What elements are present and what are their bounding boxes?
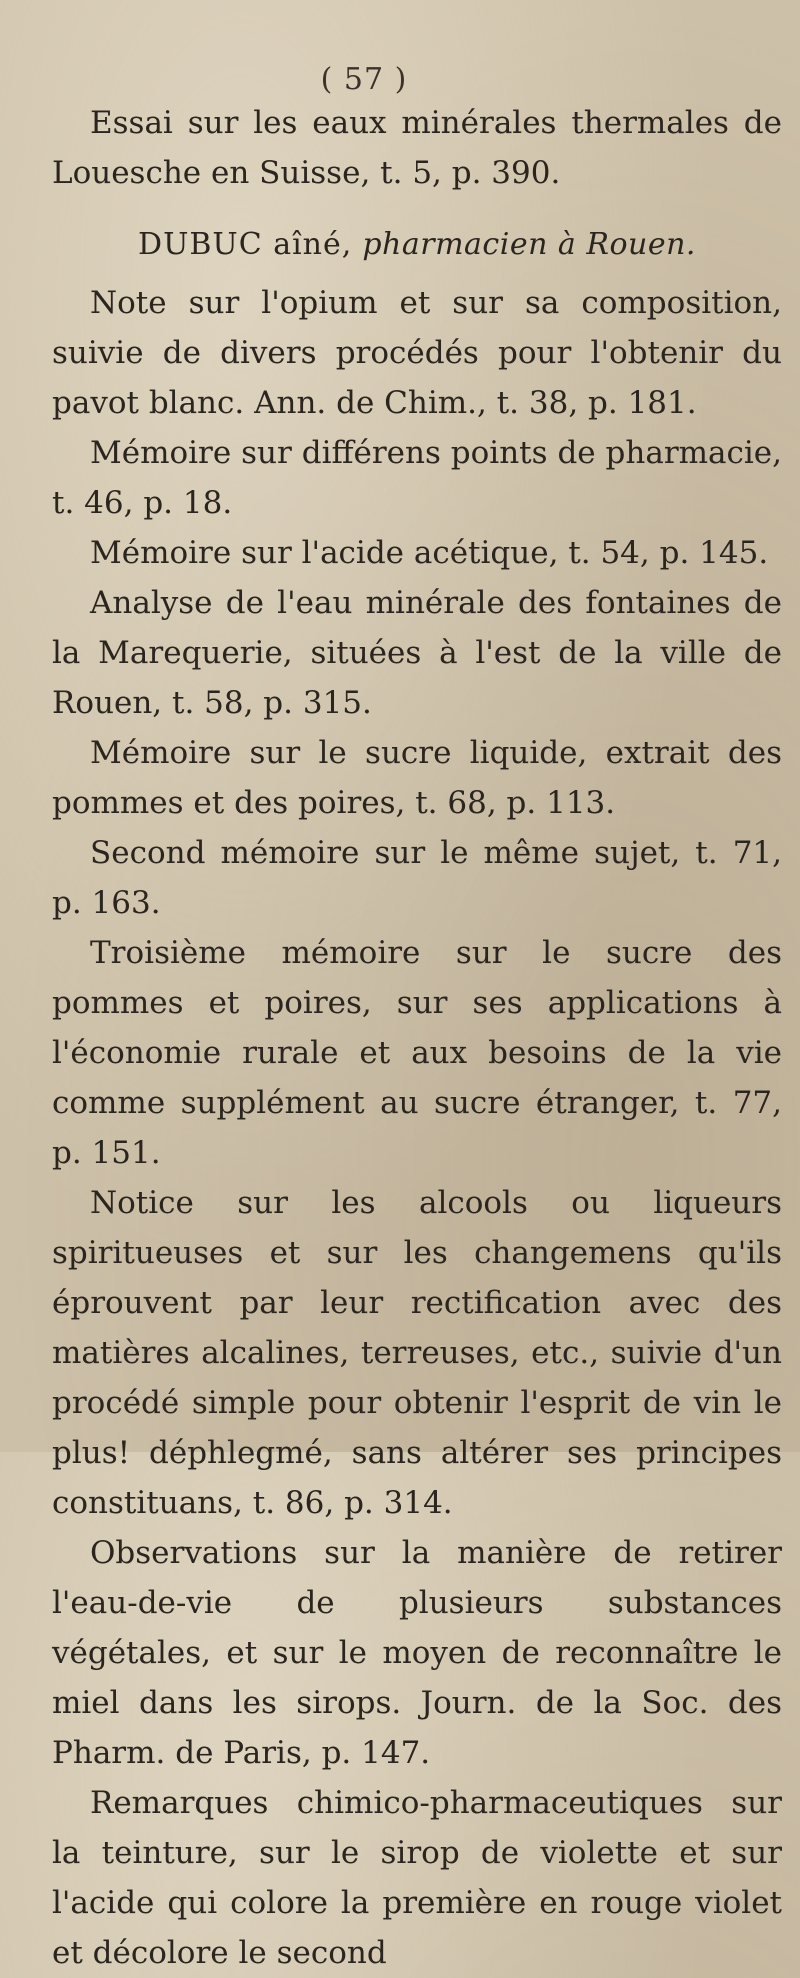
author-heading [52, 220, 782, 270]
entry-troisieme-memoire: Troisième mémoire sur le sucre des pommes et poires, sur ses applications à l'économie rurale et aux besoins de la vie comme supplément au sucre étranger, t. 77, p. 151. [52, 935, 782, 1171]
author-title: pharmacien à Rouen. [362, 227, 696, 262]
entry-sucre-liquide: Mémoire sur le sucre liquide, extrait des pommes et des poires, t. 68, p. 113. [52, 735, 782, 821]
entry-second-memoire: Second mémoire sur le même sujet, t. 71, p. 163. [52, 835, 782, 921]
entry-remarques: Remarques chimico-pharmaceutiques sur la teinture, sur le sirop de violette et sur l'acide qui colore la première en rouge violet et décolore le second [52, 1785, 782, 1971]
page-number: ( 57 ) [320, 62, 408, 97]
entry-alcools: Notice sur les alcools ou liqueurs spiritueuses et sur les changemens qu'ils éprouvent par leur rectification avec des matières alcalines, terreuses, etc., suivie d'un procédé simple pour obtenir l'esprit de vin le plus! déphlegmé, sans altérer ses principes constituans, t. 86, p. 314. [52, 1185, 782, 1521]
bibliography-text [52, 98, 782, 1978]
author-name: DUBUC aîné, [138, 227, 353, 262]
entry-louesche: Essai sur les eaux minérales thermales de Louesche en Suisse, t. 5, p. 390. [52, 105, 782, 191]
entry-marequerie: Analyse de l'eau minérale des fontaines de la Marequerie, situées à l'est de la ville de Rouen, t. 58, p. 315. [52, 585, 782, 721]
entry-pharmacie: Mémoire sur différens points de pharmacie, t. 46, p. 18. [52, 435, 782, 521]
entry-opium: Note sur l'opium et sur sa composition, suivie de divers procédés pour l'obtenir du pavot blanc. Ann. de Chim., t. 38, p. 181. [52, 285, 782, 421]
entry-eau-de-vie: Observations sur la manière de retirer l'eau-de-vie de plusieurs substances végétales, et sur le moyen de reconnaître le miel dans les sirops. Journ. de la Soc. des Pharm. de Paris, p. 147. [52, 1535, 782, 1771]
entry-acide-acetique: Mémoire sur l'acide acétique, t. 54, p. 145. [90, 535, 769, 571]
